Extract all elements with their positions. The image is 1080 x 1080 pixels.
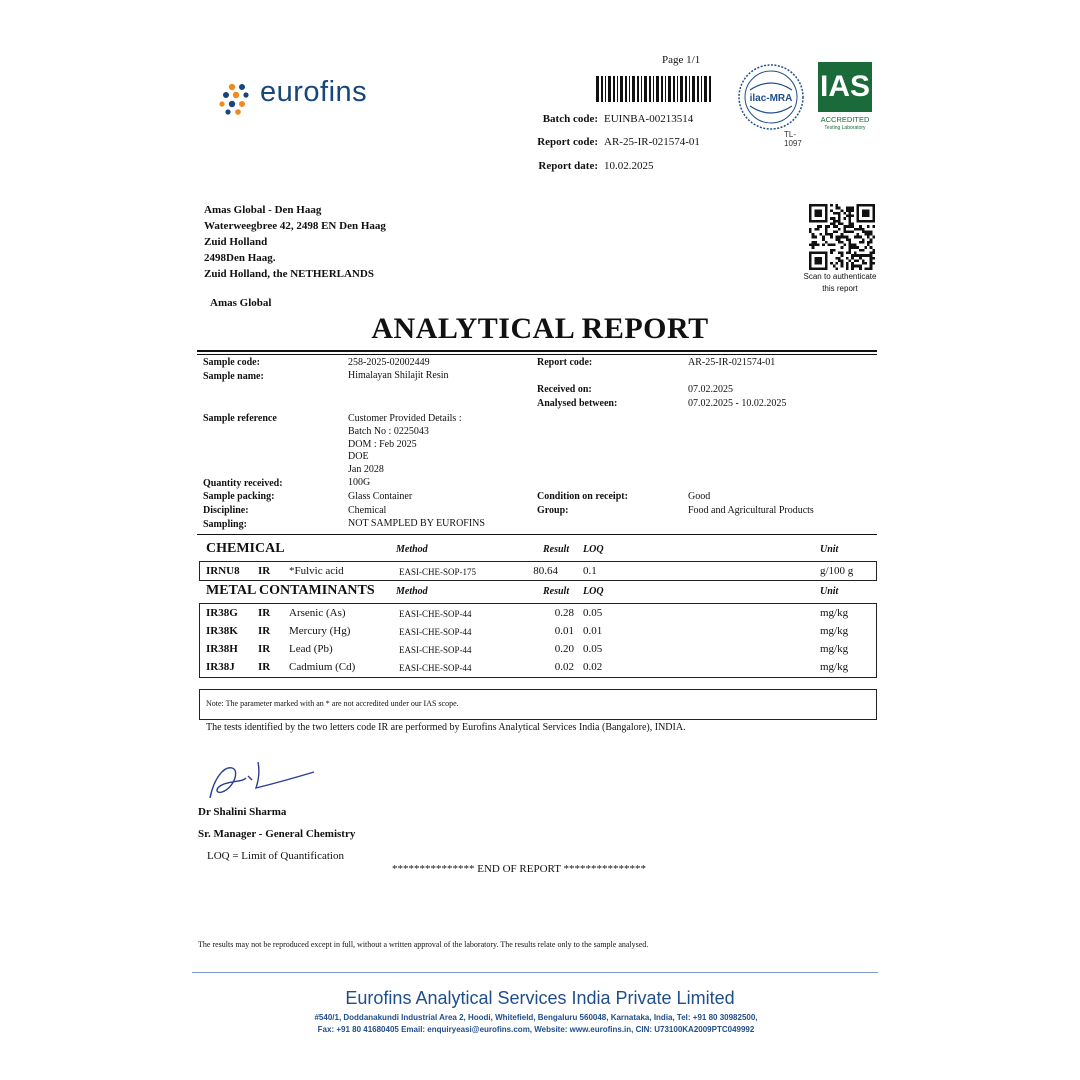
address-line: Amas Global - Den Haag — [204, 204, 322, 216]
analysed-value: 07.02.2025 - 10.02.2025 — [688, 398, 787, 409]
lab-code: IR — [258, 661, 271, 673]
received-label: Received on: — [537, 384, 592, 395]
address-line: Zuid Holland, the NETHERLANDS — [204, 268, 374, 280]
result-value: 0.01 — [554, 625, 574, 637]
footer-company: Eurofins Analytical Services India Private Limited — [345, 988, 735, 1008]
note-text: Note: The parameter marked with an * are not accredited under our IAS scope. — [206, 699, 459, 708]
metals-loq-header: LOQ — [583, 586, 604, 597]
sample-reference-value — [348, 413, 462, 477]
parameter-name: Lead (Pb) — [289, 643, 333, 655]
signatory-name: Dr Shalini Sharma — [198, 806, 287, 818]
test-code: IR38J — [206, 661, 235, 673]
discipline-value: Chemical — [348, 505, 387, 516]
received-value: 07.02.2025 — [688, 384, 733, 395]
ilac-mra-logo — [736, 62, 806, 148]
eurofins-logo — [218, 76, 398, 120]
qr-caption — [790, 271, 890, 295]
note-box — [199, 689, 877, 720]
result-value: 80.64 — [533, 565, 558, 577]
report-date-label: Report date: — [538, 160, 598, 172]
metals-result-header: Result — [543, 586, 570, 597]
sample-name-value: Himalayan Shilajit Resin — [348, 370, 449, 381]
eurofins-logo-dots-icon — [218, 80, 258, 120]
group-value: Food and Agricultural Products — [688, 505, 814, 516]
loq-value: 0.02 — [583, 661, 603, 673]
lab-code: IR — [258, 565, 271, 577]
lab-code: IR — [258, 607, 271, 619]
loq-definition: LOQ = Limit of Quantification — [207, 850, 344, 862]
group-label: Group: — [537, 505, 569, 516]
qr-caption-line: this report — [822, 284, 858, 293]
ias-accredited: ACCREDITED — [820, 115, 870, 124]
method-code: EASI-CHE-SOP-44 — [399, 627, 472, 637]
condition-label: Condition on receipt: — [537, 491, 628, 502]
reference-line: DOE — [348, 451, 369, 463]
qr-caption-line: Scan to authenticate — [803, 272, 877, 281]
test-code: IR38H — [206, 643, 238, 655]
ias-subtitle: Testing Laboratory — [824, 125, 866, 131]
test-code: IRNU8 — [206, 565, 240, 577]
reference-line: Jan 2028 — [348, 464, 384, 476]
quantity-label: Quantity received: — [203, 478, 283, 489]
packing-value: Glass Container — [348, 491, 413, 502]
lab-code: IR — [258, 625, 271, 637]
chemical-unit-header: Unit — [820, 544, 839, 555]
qr-code-icon[interactable] — [808, 204, 876, 270]
loq-value: 0.1 — [583, 565, 597, 577]
title-rule — [197, 350, 877, 352]
end-of-report: *************** END OF REPORT *************** — [392, 863, 646, 875]
footer-address-line: #540/1, Doddanakundi Industrial Area 2, Hoodi, Whitefield, Bengaluru 560048, Karnataka, India, Tel: +91 80 30982500, — [314, 1013, 758, 1022]
unit-value: mg/kg — [820, 607, 849, 619]
report-code-label: Report code: — [537, 136, 598, 148]
ilac-code: TL-1097 — [784, 130, 802, 148]
ilac-text: ilac-MRA — [749, 93, 793, 104]
reference-line: DOM : Feb 2025 — [348, 438, 417, 450]
method-code: EASI-CHE-SOP-44 — [399, 663, 472, 673]
disclaimer: The results may not be reproduced except in full, without a written approval of the laboratory. The results relate only to the sample analysed. — [198, 940, 649, 949]
table-row — [200, 607, 876, 624]
table-row — [200, 643, 876, 660]
unit-value: mg/kg — [820, 643, 849, 655]
sample-code-label: Sample code: — [203, 357, 260, 368]
result-value: 0.20 — [554, 643, 574, 655]
chemical-table — [199, 561, 877, 581]
report-date-value: 10.02.2025 — [604, 160, 654, 172]
analysed-label: Analysed between: — [537, 398, 618, 409]
parameter-name: Arsenic (As) — [289, 607, 346, 619]
packing-label: Sample packing: — [203, 491, 275, 502]
chemical-result-header: Result — [543, 544, 570, 555]
loq-value: 0.05 — [583, 607, 603, 619]
sample-report-code-label: Report code: — [537, 357, 593, 368]
barcode-icon — [596, 76, 712, 102]
unit-value: mg/kg — [820, 625, 849, 637]
result-value: 0.02 — [554, 661, 574, 673]
table-row — [200, 625, 876, 642]
loq-value: 0.05 — [583, 643, 603, 655]
parameter-name: Mercury (Hg) — [289, 625, 351, 637]
chemical-loq-header: LOQ — [583, 544, 604, 555]
metals-table — [199, 603, 877, 678]
address-line: 2498Den Haag. — [204, 252, 276, 264]
signatory-role: Sr. Manager - General Chemistry — [198, 828, 356, 840]
discipline-label: Discipline: — [203, 505, 249, 516]
metals-unit-header: Unit — [820, 586, 839, 597]
method-code: EASI-CHE-SOP-44 — [399, 645, 472, 655]
sampling-label: Sampling: — [203, 519, 247, 530]
address-line: Zuid Holland — [204, 236, 268, 248]
reference-line: Batch No : 0225043 — [348, 425, 429, 437]
eurofins-wordmark: eurofins — [260, 76, 368, 108]
ias-mark: IAS — [818, 62, 872, 112]
sampling-value: NOT SAMPLED BY EUROFINS — [348, 518, 485, 529]
title-rule-thin — [197, 354, 877, 355]
condition-value: Good — [688, 491, 711, 502]
customer-address — [204, 202, 386, 282]
sample-rule — [197, 534, 877, 535]
batch-code-value: EUINBA-00213514 — [604, 113, 694, 125]
method-code: EASI-CHE-SOP-44 — [399, 609, 472, 619]
parameter-name: *Fulvic acid — [289, 565, 344, 577]
lab-code: IR — [258, 643, 271, 655]
address-line: Waterweegbree 42, 2498 EN Den Haag — [204, 220, 386, 232]
method-code: EASI-CHE-SOP-175 — [399, 567, 477, 577]
page-number: Page 1/1 — [662, 54, 701, 66]
footer-contact-line: Fax: +91 80 41680405 Email: enquiryeasi@eurofins.com, Website: www.eurofins.in, CIN: U73100KA2009PTC049992 — [317, 1025, 755, 1034]
chemical-heading: CHEMICAL — [206, 541, 285, 556]
ir-note: The tests identified by the two letters code IR are performed by Eurofins Analytical Services India (Bangalore), INDIA. — [206, 722, 686, 733]
sample-report-code-value: AR-25-IR-021574-01 — [688, 357, 776, 368]
reference-line: Customer Provided Details : — [348, 413, 462, 424]
sample-code-value: 258-2025-02002449 — [348, 357, 430, 368]
client-name: Amas Global — [210, 297, 272, 309]
loq-value: 0.01 — [583, 625, 603, 637]
ias-logo — [818, 62, 872, 136]
report-title: ANALYTICAL REPORT — [371, 312, 709, 345]
metals-method-header: Method — [396, 586, 428, 597]
metals-heading: METAL CONTAMINANTS — [206, 583, 375, 598]
footer-rule — [192, 972, 878, 973]
result-value: 0.28 — [554, 607, 574, 619]
sample-name-label: Sample name: — [203, 371, 264, 382]
table-row — [200, 661, 876, 678]
test-code: IR38K — [206, 625, 238, 637]
batch-code-label: Batch code: — [542, 113, 598, 125]
chemical-method-header: Method — [396, 544, 428, 555]
unit-value: mg/kg — [820, 661, 849, 673]
test-code: IR38G — [206, 607, 238, 619]
parameter-name: Cadmium (Cd) — [289, 661, 356, 673]
ilac-seal-icon — [736, 62, 806, 132]
quantity-value: 100G — [348, 477, 371, 488]
signature-icon — [202, 758, 322, 804]
sample-reference-label: Sample reference — [203, 413, 277, 424]
report-code-value: AR-25-IR-021574-01 — [604, 136, 700, 148]
unit-value: g/100 g — [820, 565, 854, 577]
